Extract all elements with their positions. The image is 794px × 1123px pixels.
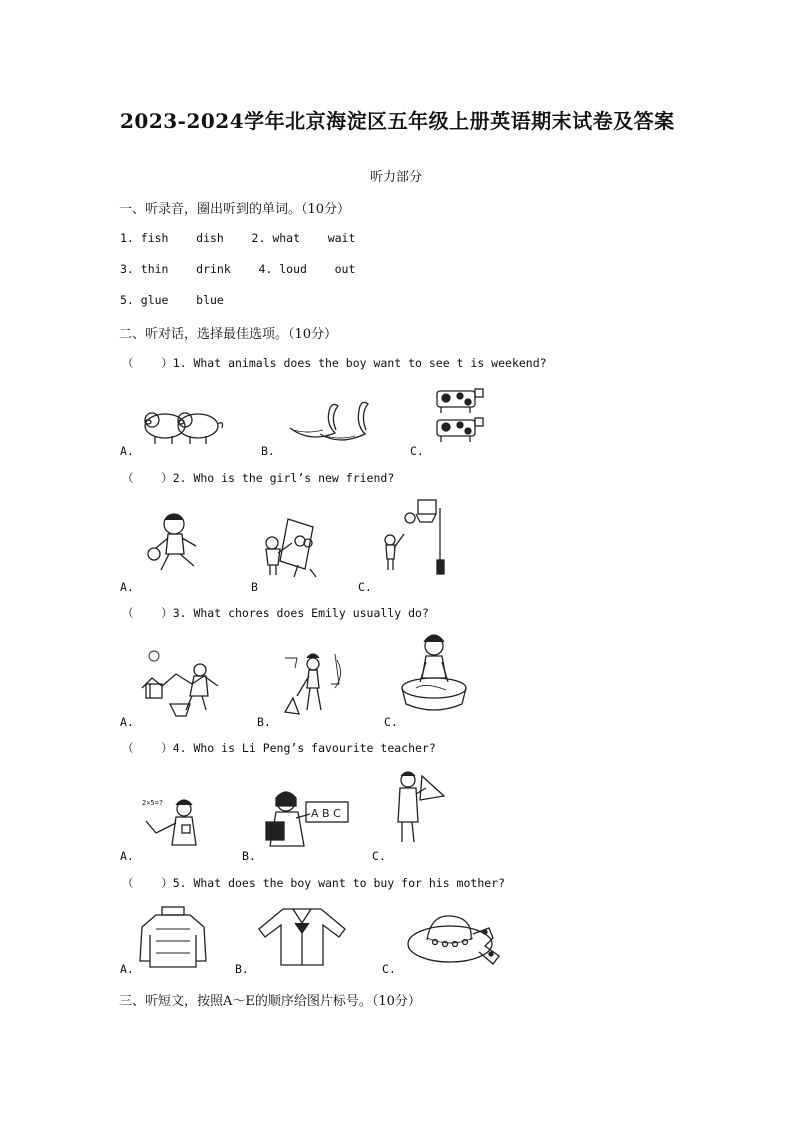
blouse-icon xyxy=(255,905,350,967)
woman-gardening-icon xyxy=(140,648,222,718)
q5-option-b: B. xyxy=(235,962,249,976)
question-2: （ ）2. Who is the girl’s new friend? xyxy=(122,471,395,485)
sweater-icon xyxy=(138,905,210,967)
girl-painting-icon xyxy=(258,515,330,579)
question-1: （ ）1. What animals does the boy want to see t is weekend? xyxy=(122,356,547,370)
q3-option-a: A. xyxy=(120,715,134,729)
male-teacher-icon xyxy=(392,770,452,850)
q3-option-c: C. xyxy=(384,715,398,729)
q5-option-a: A. xyxy=(120,962,134,976)
girl-washing-icon xyxy=(398,632,470,714)
section2-heading: 二、听对话，选择最佳选项。（10分） xyxy=(119,327,338,342)
page-title: 2023-2024学年北京海淀区五年级上册英语期末试卷及答案 xyxy=(120,109,675,133)
q1-option-c: C. xyxy=(410,444,424,458)
math-teacher-icon xyxy=(142,795,212,853)
question-5: （ ）5. What does the boy want to buy for his mother? xyxy=(122,876,506,890)
pigs-icon xyxy=(140,400,230,448)
question-3: （ ）3. What chores does Emily usually do? xyxy=(122,606,429,620)
board-abc-text: A B C xyxy=(311,807,341,820)
q4-option-c: C. xyxy=(372,849,386,863)
section-subtitle: 听力部分 xyxy=(370,170,423,185)
q1-option-b: B. xyxy=(261,444,275,458)
q2-option-b: B xyxy=(251,580,258,594)
cows-icon xyxy=(432,386,487,448)
section3-heading: 三、听短文，按照A～E的顺序给图片标号。（10分） xyxy=(119,994,421,1009)
girl-sweeping-icon xyxy=(275,650,350,718)
q4-option-b: B. xyxy=(242,849,256,863)
math-board-text: 2×5=? xyxy=(142,799,164,807)
english-teacher-icon xyxy=(262,788,352,854)
hat-icon xyxy=(405,910,510,970)
word-row-1: 1. fish dish 2. what wait xyxy=(120,231,356,245)
q2-option-c: C. xyxy=(358,580,372,594)
word-row-3: 5. glue blue xyxy=(120,293,224,307)
word-row-2: 3. thin drink 4. loud out xyxy=(120,262,356,276)
swans-icon xyxy=(285,398,375,446)
q3-option-b: B. xyxy=(257,715,271,729)
question-4: （ ）4. Who is Li Peng’s favourite teacher? xyxy=(122,741,436,755)
q4-option-a: A. xyxy=(120,849,134,863)
girl-basketball-hoop-icon xyxy=(378,498,453,578)
q1-option-a: A. xyxy=(120,444,134,458)
q2-option-a: A. xyxy=(120,580,134,594)
boy-dribbling-icon xyxy=(142,510,212,576)
section1-heading: 一、听录音，圈出听到的单词。（10分） xyxy=(119,202,351,217)
q5-option-c: C. xyxy=(382,962,396,976)
